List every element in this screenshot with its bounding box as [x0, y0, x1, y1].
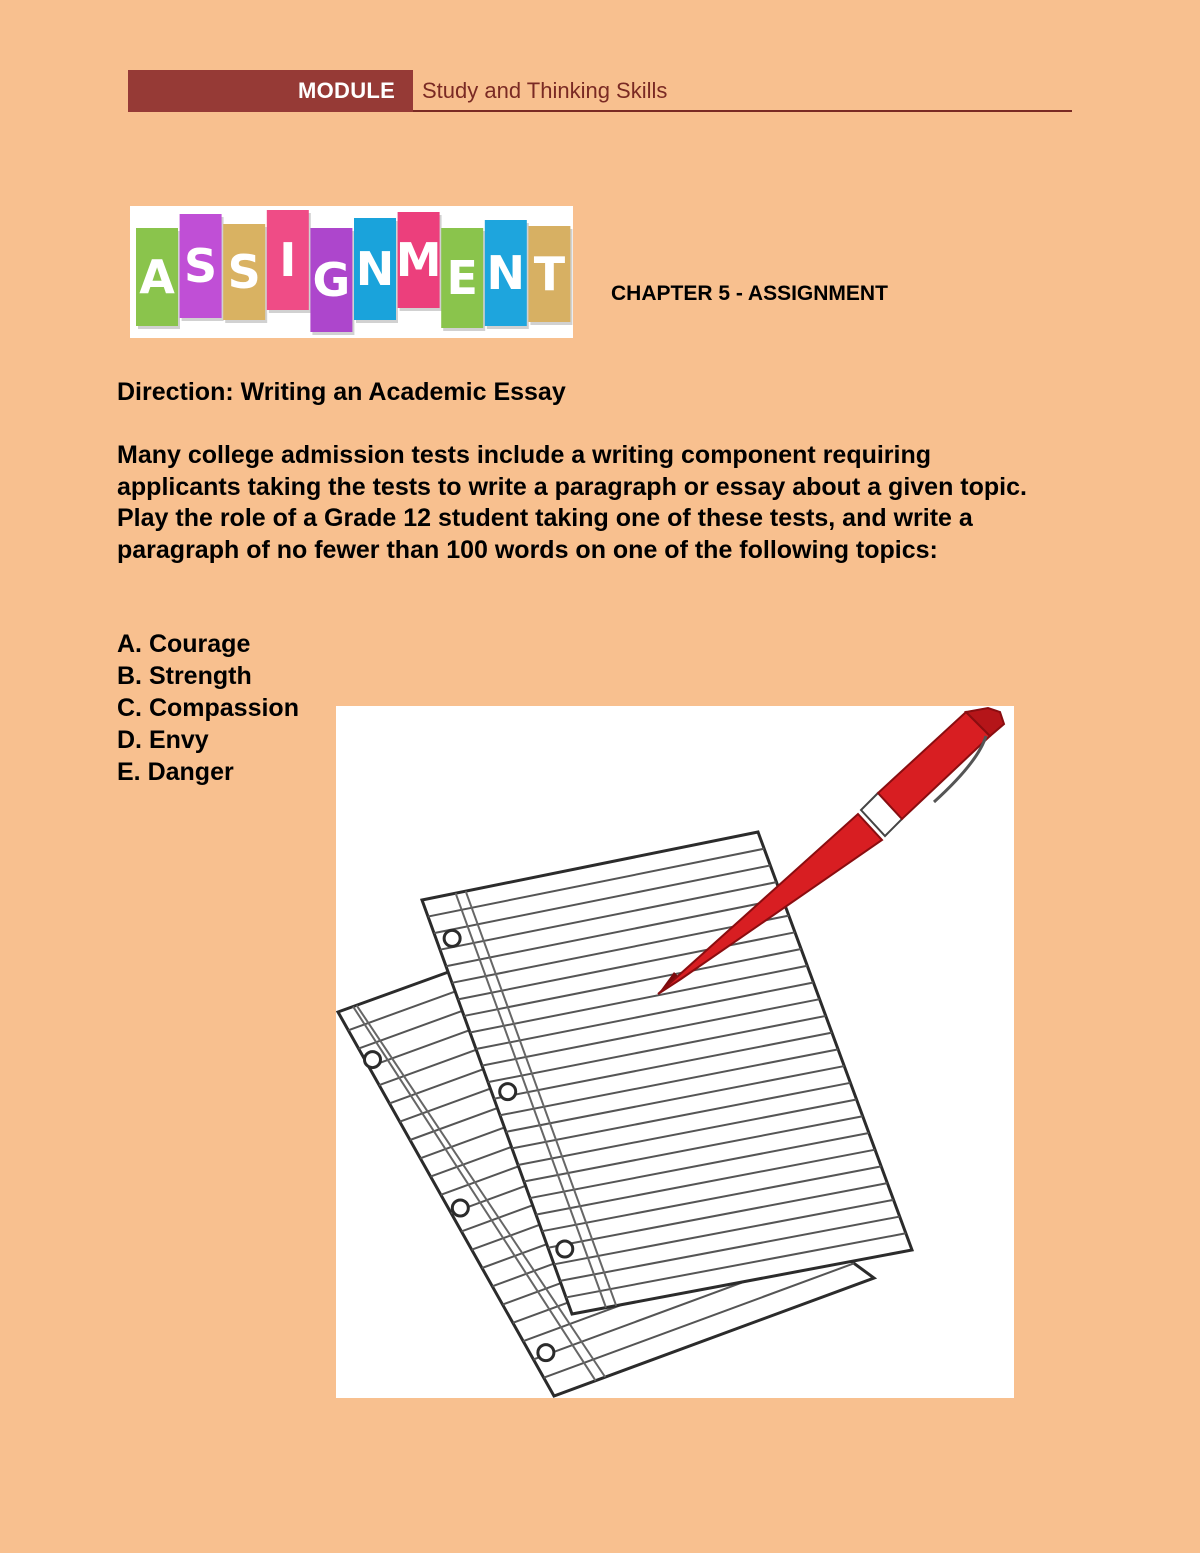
paper-and-pen-illustration	[336, 706, 1014, 1398]
module-label: MODULE	[298, 78, 396, 103]
assignment-banner-graphic	[130, 206, 573, 338]
banner-letter: A	[139, 250, 175, 304]
banner-letter-tile	[180, 214, 224, 321]
topic-item-envy: D. Envy	[117, 726, 209, 754]
banner-letter-tile	[441, 228, 485, 331]
paper-and-pen-graphic	[336, 706, 1014, 1398]
banner-letter: G	[312, 253, 351, 307]
topic-list	[117, 628, 299, 788]
banner-letter: N	[486, 246, 526, 300]
direction-heading: Direction: Writing an Academic Essay	[117, 378, 566, 406]
banner-letter: M	[395, 233, 442, 287]
topic-item-strength: B. Strength	[117, 662, 252, 690]
banner-letter: S	[184, 239, 218, 293]
banner-letter: I	[279, 233, 297, 287]
banner-letter-tile	[528, 226, 572, 325]
topic-item-compassion: C. Compassion	[117, 694, 299, 722]
topic-item-danger: E. Danger	[117, 758, 234, 786]
banner-letter: S	[227, 245, 261, 299]
instructions-paragraph: Many college admission tests include a writing component requiring applicants taking the tests to write a paragraph or essay about a given topic. Play the role of a Grade 12 student taking one of these tests, and write a paragraph of no fewer than 100 words on one of the following topics:	[117, 441, 1027, 564]
assignment-banner-image	[130, 206, 573, 338]
banner-letter-tile	[267, 210, 311, 313]
module-title: Study and Thinking Skills	[422, 78, 668, 103]
banner-letter: T	[533, 247, 566, 301]
banner-letter-tile	[396, 212, 442, 311]
banner-letter-tile	[354, 218, 398, 323]
header-rule	[413, 110, 1072, 112]
banner-letter: N	[355, 242, 395, 296]
chapter-title: CHAPTER 5 - ASSIGNMENT	[611, 282, 888, 305]
banner-letter-tile	[485, 220, 529, 329]
banner-letter-tile	[136, 228, 180, 329]
banner-letter-tile	[223, 224, 267, 323]
banner-letter-tile	[310, 228, 354, 335]
topic-item-courage: A. Courage	[117, 630, 251, 658]
banner-letter: E	[446, 251, 478, 305]
